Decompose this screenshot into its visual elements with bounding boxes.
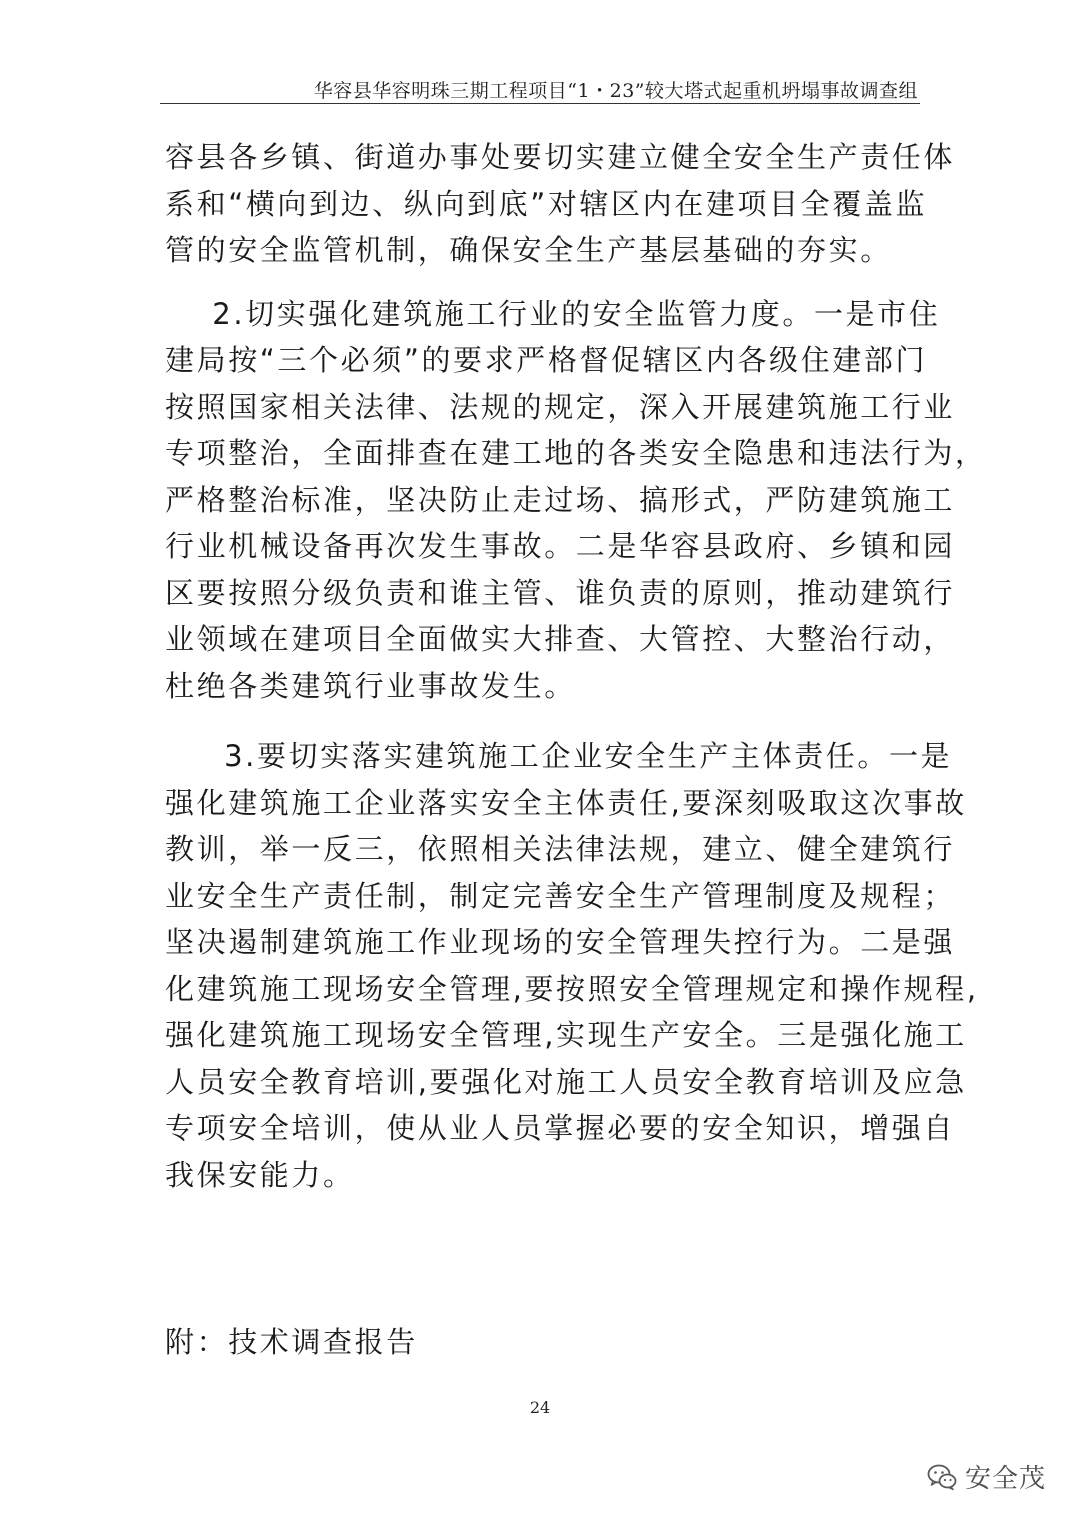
text-line: 行业机械设备再次发生事故。二是华容县政府、乡镇和园 <box>165 529 956 563</box>
paragraph-2 <box>165 291 987 710</box>
running-header: 华容县华容明珠三期工程项目“1・23”较大塔式起重机坍塌事故调查组 <box>313 80 918 102</box>
text-line: 2.切实强化建筑施工行业的安全监管力度。一是市住 <box>165 296 941 331</box>
text-line: 3.要切实落实建筑施工企业安全生产主体责任。一是 <box>165 739 953 773</box>
text-line: 区要按照分级负责和谁主管、谁负责的原则，推动建筑行 <box>165 575 956 610</box>
text-line: 业安全生产责任制，制定完善安全生产管理制度及规程； <box>165 878 956 913</box>
header-divider <box>160 103 920 104</box>
body-text <box>165 134 987 1198</box>
text-line: 强化建筑施工企业落实安全主体责任,要深刻吸取这次事故 <box>165 785 967 820</box>
paragraph-1 <box>165 134 956 274</box>
watermark-text: 安全茂 <box>964 1464 1046 1494</box>
text-line: 系和“横向到边、纵向到底”对辖区内在建项目全覆盖监 <box>165 186 928 221</box>
text-line: 强化建筑施工现场安全管理,实现生产安全。三是强化施工 <box>165 1018 967 1052</box>
text-line: 业领域在建项目全面做实大排查、大管控、大整治行动， <box>165 622 956 656</box>
watermark <box>927 1458 1046 1495</box>
text-line: 人员安全教育培训,要强化对施工人员安全教育培训及应急 <box>165 1064 967 1099</box>
text-line: 严格整治标准，坚决防止走过场、搞形式，严防建筑施工 <box>165 482 956 517</box>
text-line: 教训，举一反三，依照相关法律法规，建立、健全建筑行 <box>165 832 956 866</box>
wechat-icon <box>927 1463 957 1491</box>
text-line: 专项整治，全面排查在建工地的各类安全隐患和违法行为， <box>165 436 987 470</box>
text-line: 化建筑施工现场安全管理,要按照安全管理规定和操作规程, <box>165 971 979 1006</box>
text-line: 我保安能力。 <box>165 1157 355 1192</box>
text-line: 容县各乡镇、街道办事处要切实建立健全安全生产责任体 <box>165 140 956 174</box>
page-number: 24 <box>529 1398 551 1417</box>
text-line: 按照国家相关法律、法规的规定，深入开展建筑施工行业 <box>165 389 956 424</box>
paragraph-3 <box>165 733 979 1198</box>
text-line: 杜绝各类建筑行业事故发生。 <box>165 668 576 703</box>
text-line: 坚决遏制建筑施工作业现场的安全管理失控行为。二是强 <box>165 925 956 959</box>
text-line: 专项安全培训，使从业人员掌握必要的安全知识，增强自 <box>165 1111 956 1145</box>
text-line: 管的安全监管机制，确保安全生产基层基础的夯实。 <box>165 233 892 267</box>
text-line: 建局按“三个必须”的要求严格督促辖区内各级住建部门 <box>165 343 928 377</box>
attachment-note: 附：技术调查报告 <box>165 1325 418 1359</box>
